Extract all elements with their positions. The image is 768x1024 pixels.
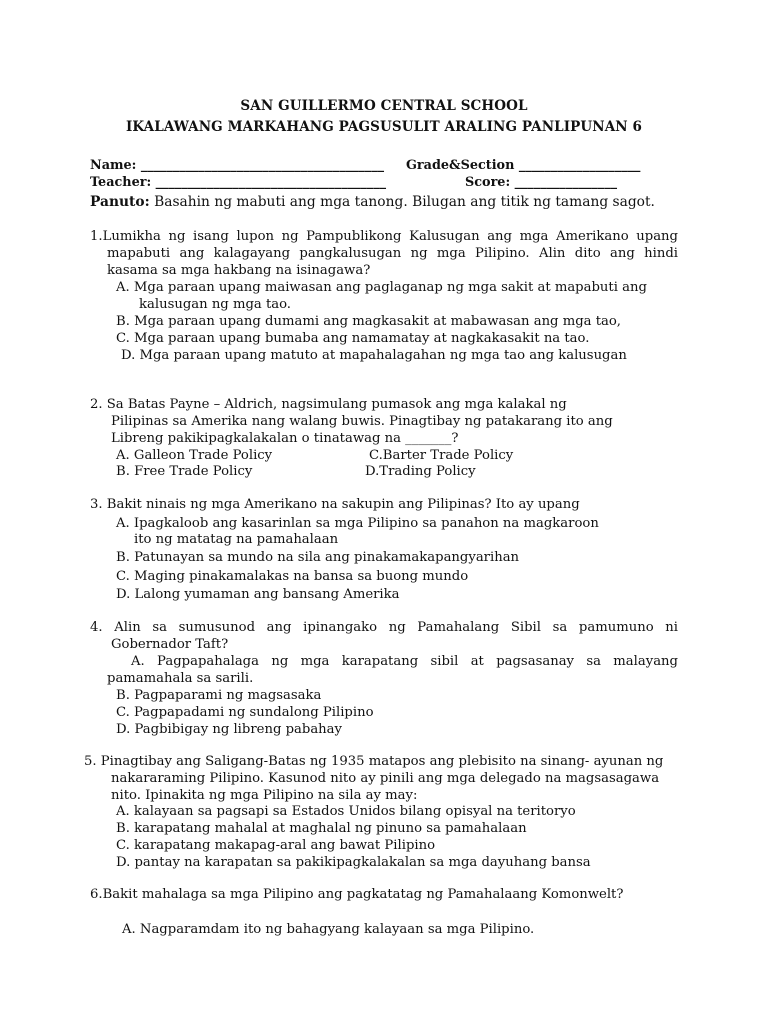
q1-option-a[interactable]: A. Mga paraan upang maiwasan ang paglaganap ng mga sakit at mapabuti ang bbox=[116, 280, 647, 295]
q2-option-c[interactable]: C.Barter Trade Policy bbox=[369, 448, 514, 463]
q3-option-a-cont: ito ng matatag na pamahalaan bbox=[134, 532, 339, 547]
q2-option-b[interactable]: B. Free Trade Policy bbox=[116, 464, 253, 479]
q4-option-a[interactable]: A. Pagpapahalaga ng mga karapatang sibil at pagsasanay sa malayang bbox=[131, 654, 678, 669]
q1-option-b[interactable]: B. Mga paraan upang dumami ang magkasakit at mabawasan ang mga tao, bbox=[116, 314, 621, 329]
q2-line-1: 2. Sa Batas Payne – Aldrich, nagsimulang pumasok ang mga kalakal ng bbox=[90, 397, 567, 412]
q5-line-1: 5. Pinagtibay ang Saligang-Batas ng 1935 matapos ang plebisito na sinang- ayunan ng bbox=[84, 754, 664, 769]
q5-option-a[interactable]: A. kalayaan sa pagsapi sa Estados Unidos bilang opisyal na teritoryo bbox=[116, 804, 576, 819]
q4-line-2: Gobernador Taft? bbox=[111, 637, 229, 652]
teacher-field[interactable]: Teacher: ____________________________________ bbox=[90, 175, 386, 190]
q5-line-3: nito. Ipinakita ng mga Pilipino na sila ay may: bbox=[111, 788, 418, 803]
q6-option-a[interactable]: A. Nagparamdam ito ng bahagyang kalayaan sa mga Pilipino. bbox=[122, 922, 535, 937]
instructions bbox=[90, 194, 655, 211]
q2-option-d[interactable]: D.Trading Policy bbox=[365, 464, 476, 479]
exam-title: IKALAWANG MARKAHANG PAGSUSULIT ARALING PANLIPUNAN 6 bbox=[125, 119, 643, 135]
q2-option-a[interactable]: A. Galleon Trade Policy bbox=[116, 448, 273, 463]
q5-line-2: nakararaming Pilipino. Kasunod nito ay pinili ang mga delegado na magsasagawa bbox=[111, 771, 660, 786]
q3-option-a[interactable]: A. Ipagkaloob ang kasarinlan sa mga Pilipino sa panahon na magkaroon bbox=[116, 516, 599, 531]
q5-option-b[interactable]: B. karapatang mahalal at maghalal ng pinuno sa pamahalaan bbox=[116, 821, 527, 836]
q3-option-b[interactable]: B. Patunayan sa mundo na sila ang pinakamakapangyarihan bbox=[116, 550, 520, 565]
q5-option-d[interactable]: D. pantay na karapatan sa pakikipagkalakalan sa mga dayuhang bansa bbox=[116, 855, 591, 870]
q1-line-3: kasama sa mga hakbang na isinagawa? bbox=[107, 263, 371, 278]
school-name: SAN GUILLERMO CENTRAL SCHOOL bbox=[240, 98, 528, 114]
name-field[interactable]: Name: ______________________________________ bbox=[90, 158, 384, 173]
q3-option-c[interactable]: C. Maging pinakamalakas na bansa sa buong mundo bbox=[116, 569, 469, 584]
instructions-text: Basahin ng mabuti ang mga tanong. Bilugan ang titik ng tamang sagot. bbox=[154, 194, 655, 210]
q2-line-3: Libreng pakikipagkalakalan o tinatawag na _______? bbox=[111, 431, 459, 446]
q1-line-2: mapabuti ang kalagayang pangkalusugan ng mga Pilipino. Alin dito ang hindi bbox=[107, 246, 678, 261]
q4-option-d[interactable]: D. Pagbibigay ng libreng pabahay bbox=[116, 722, 342, 737]
q1-option-c[interactable]: C. Mga paraan upang bumaba ang namamatay at nagkakasakit na tao. bbox=[116, 331, 590, 346]
q6-line-1: 6.Bakit mahalaga sa mga Pilipino ang pagkatatag ng Pamahalaang Komonwelt? bbox=[90, 887, 624, 902]
q1-option-d[interactable]: D. Mga paraan upang matuto at mapahalagahan ng mga tao ang kalusugan bbox=[121, 348, 627, 363]
instructions-label: Panuto: bbox=[90, 194, 150, 210]
q3-line-1: 3. Bakit ninais ng mga Amerikano na sakupin ang Pilipinas? Ito ay upang bbox=[90, 497, 580, 512]
q4-option-b[interactable]: B. Pagpaparami ng magsasaka bbox=[116, 688, 322, 703]
q1-option-a-cont: kalusugan ng mga tao. bbox=[139, 297, 292, 312]
q4-line-1: 4. Alin sa sumusunod ang ipinangako ng Pamahalang Sibil sa pamumuno ni bbox=[90, 620, 678, 635]
q4-option-a-cont: pamamahala sa sarili. bbox=[107, 671, 254, 686]
q1-line-1: 1.Lumikha ng isang lupon ng Pampublikong Kalusugan ang mga Amerikano upang bbox=[90, 229, 678, 244]
score-field[interactable]: Score: ________________ bbox=[465, 175, 618, 190]
q2-line-2: Pilipinas sa Amerika nang walang buwis. Pinagtibay ng patakarang ito ang bbox=[111, 414, 613, 429]
q3-option-d[interactable]: D. Lalong yumaman ang bansang Amerika bbox=[116, 587, 400, 602]
q4-option-c[interactable]: C. Pagpapadami ng sundalong Pilipino bbox=[116, 705, 374, 720]
q5-option-c[interactable]: C. karapatang makapag-aral ang bawat Pilipino bbox=[116, 838, 436, 853]
grade-section-field[interactable]: Grade&Section ___________________ bbox=[406, 158, 641, 173]
